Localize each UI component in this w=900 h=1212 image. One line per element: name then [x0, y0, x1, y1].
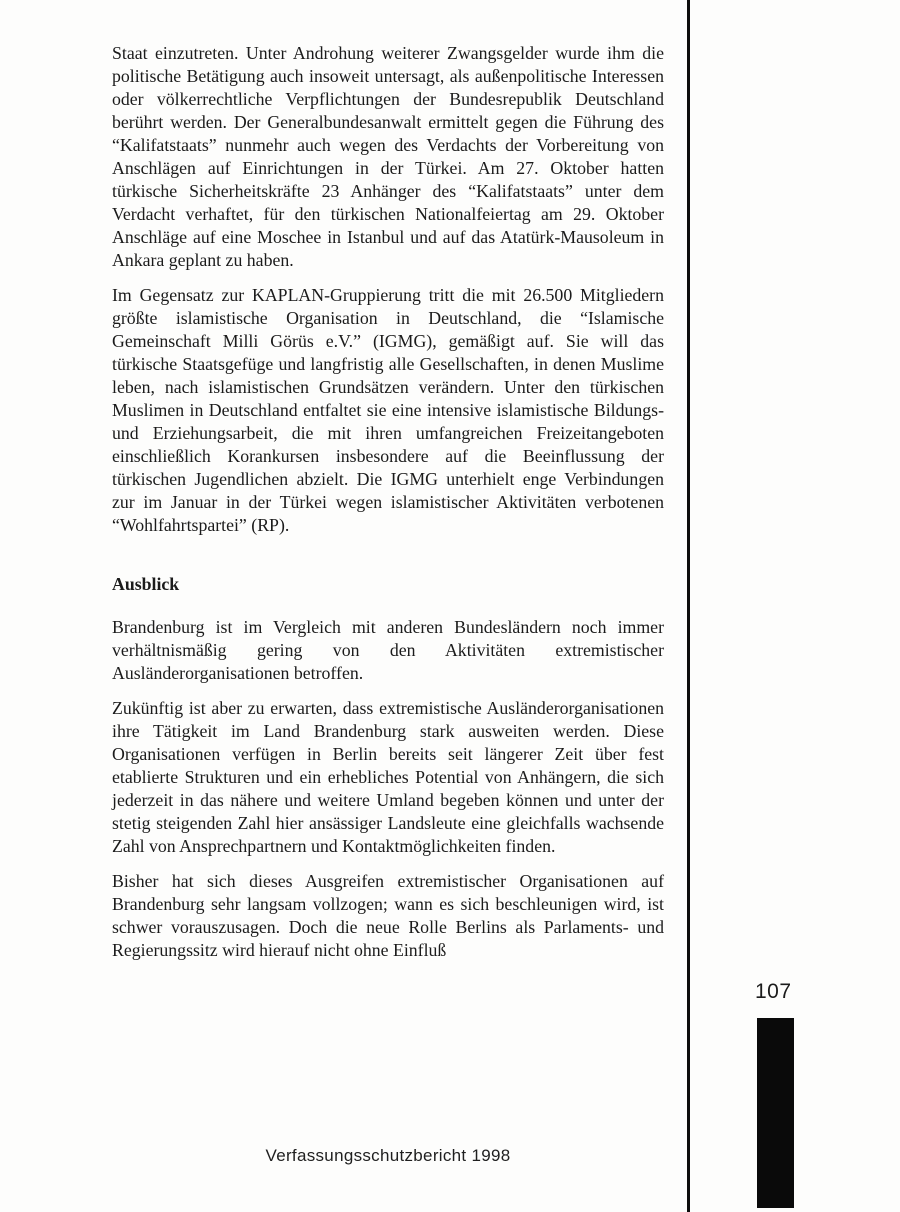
- paragraph: Brandenburg ist im Vergleich mit anderen Bundesländern noch immer verhältnismäßig gering von den Aktivitäten extremistischer Ausländerorganisationen betroffen.: [112, 617, 664, 683]
- text-column: [112, 42, 664, 974]
- margin-divider-line: [687, 0, 690, 1212]
- paragraph: Staat einzutreten. Unter Androhung weiterer Zwangsgelder wurde ihm die politische Betätigung auch insoweit untersagt, als außenpolitische Interessen oder völkerrechtliche Verpflichtungen der Bundesrepublik Deutschland berührt werden. Der Generalbundesanwalt ermittelt gegen die Führung des “Kalifatstaats” nunmehr auch wegen des Verdachts der Vorbereitung von Anschlägen auf Einrichtungen in der Türkei. Am 27. Oktober hatten türkische Sicherheitskräfte 23 Anhänger des “Kalifatstaats” unter dem Verdacht verhaftet, für den türkischen Nationalfeiertag am 29. Oktober Anschläge auf eine Moschee in Istanbul und auf das Atatürk-Mausoleum in Ankara geplant zu haben.: [112, 43, 664, 270]
- paragraph: Zukünftig ist aber zu erwarten, dass extremistische Ausländerorganisationen ihre Tätigkeit im Land Brandenburg stark ausweiten werden. Diese Organisationen verfügen in Berlin bereits seit längerer Zeit über fest etablierte Strukturen und ein erhebliches Potential von Anhängern, die sich jederzeit in das nähere und weitere Umland begeben können und unter der stetig steigenden Zahl hier ansässiger Landsleute eine gleichfalls wachsende Zahl von Ansprechpartnern und Kontaktmöglichkeiten finden.: [112, 698, 664, 856]
- page-number: 107: [755, 980, 792, 1003]
- paragraph: Bisher hat sich dieses Ausgreifen extremistischer Organisationen auf Brandenburg sehr langsam vollzogen; wann es sich beschleunigen wird, ist schwer vorauszusagen. Doch die neue Rolle Berlins als Parlaments- und Regierungssitz wird hierauf nicht ohne Einfluß: [112, 871, 664, 960]
- paragraph: Im Gegensatz zur KAPLAN-Gruppierung tritt die mit 26.500 Mitgliedern größte islamistische Organisation in Deutschland, die “Islamische Gemeinschaft Milli Görüs e.V.” (IGMG), gemäßigt auf. Sie will das türkische Staatsgefüge und langfristig alle Gesellschaften, in denen Muslime leben, nach islamistischen Grundsätzen verändern. Unter den türkischen Muslimen in Deutschland entfaltet sie eine intensive islamistische Bildungs- und Erziehungsarbeit, die mit ihren umfangreichen Freizeitangeboten einschließlich Korankursen insbesondere auf die Beeinflussung der türkischen Jugendlichen abzielt. Die IGMG unterhielt enge Verbindungen zur im Januar in der Türkei wegen islamistischer Aktivitäten verbotenen “Wohlfahrtspartei” (RP).: [112, 285, 664, 535]
- section-heading: Ausblick: [112, 574, 180, 594]
- footer-title: Verfassungsschutzbericht 1998: [265, 1146, 511, 1165]
- chapter-thumb-index-bar: [757, 1018, 794, 1208]
